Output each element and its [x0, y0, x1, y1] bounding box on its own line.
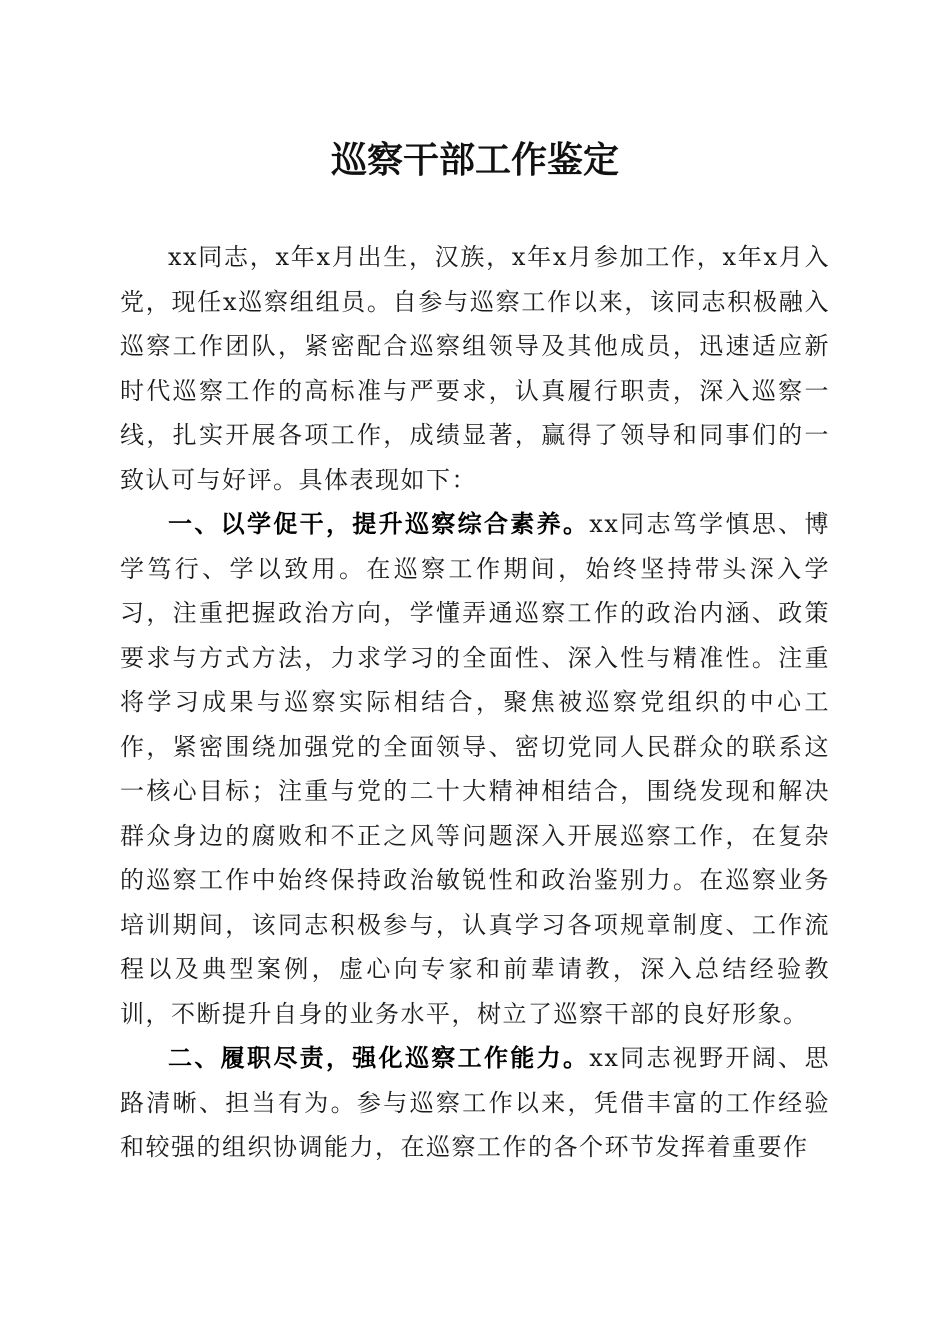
document-title: 巡察干部工作鉴定 — [330, 139, 619, 181]
paragraph-intro — [120, 235, 830, 502]
paragraph-text: xx同志，x年x月出生，汉族，x年x月参加工作，x年x月入党，现任x巡察组组员。自参与巡察工作以来，该同志积极融入巡察工作团队，紧密配合巡察组领导及其他成员，迅速适应新时代巡察工作的高标准与严要求，认真履行职责，深入巡察一线，扎实开展各项工作，成绩显著，赢得了领导和同事们的一致认可与好评。具体表现如下： — [120, 243, 830, 494]
document-body — [120, 235, 830, 1170]
paragraph-text: xx同志笃学慎思、博学笃行、学以致用。在巡察工作期间，始终坚持带头深入学习，注重把握政治方向，学懂弄通巡察工作的政治内涵、政策要求与方式方法，力求学习的全面性、深入性与精准性。注重将学习成果与巡察实际相结合，聚焦被巡察党组织的中心工作，紧密围绕加强党的全面领导、密切党同人民群众的联系这一核心目标；注重与党的二十大精神相结合，围绕发现和解决群众身边的腐败和不正之风等问题深入开展巡察工作，在复杂的巡察工作中始终保持政治敏锐性和政治鉴别力。在巡察业务培训期间，该同志积极参与，认真学习各项规章制度、工作流程以及典型案例，虚心向专家和前辈请教，深入总结经验教训，不断提升自身的业务水平，树立了巡察干部的良好形象。 — [120, 510, 830, 1028]
paragraph-text: xx同志视野开阔、思路清晰、担当有为。参与巡察工作以来，凭借丰富的工作经验和较强的组织协调能力，在巡察工作的各个环节发挥着重要作 — [120, 1044, 830, 1161]
section-heading-one: 一、以学促干，提升巡察综合素养。 — [168, 510, 590, 538]
section-heading-two: 二、履职尽责，强化巡察工作能力。 — [168, 1044, 590, 1072]
paragraph-section-two — [120, 1036, 830, 1170]
paragraph-section-one — [120, 502, 830, 1036]
